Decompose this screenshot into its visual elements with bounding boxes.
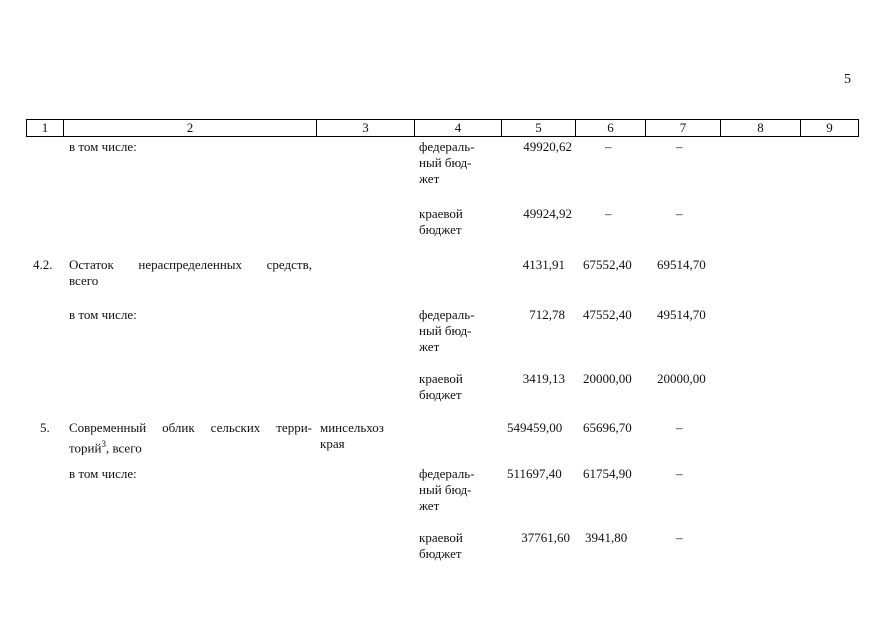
column-header-4: 4: [415, 120, 502, 137]
row7-col7: –: [676, 466, 683, 481]
source-line: бюджет: [419, 222, 462, 237]
column-header-9: 9: [801, 120, 859, 137]
row6-col6: 65696,70: [583, 420, 632, 435]
description-text: торий: [69, 440, 102, 456]
description-text: , всего: [105, 440, 142, 456]
source-line: ный бюд-: [419, 323, 472, 338]
page-number: 5: [844, 72, 851, 87]
row1-col6: –: [605, 139, 612, 154]
row1-col7: –: [676, 139, 683, 154]
row4-col6: 47552,40: [583, 307, 632, 322]
row6-number: 5.: [40, 420, 50, 435]
row8-col6: 3941,80: [585, 530, 628, 545]
column-header-5: 5: [502, 120, 576, 137]
column-header-7: 7: [646, 120, 721, 137]
row3-col7: 69514,70: [657, 257, 706, 272]
source-line: жет: [419, 171, 440, 186]
source-line: жет: [419, 498, 440, 513]
column-header-1: 1: [27, 120, 64, 137]
column-header-2: 2: [64, 120, 317, 137]
source-line: краевой: [419, 530, 463, 545]
column-header-6: 6: [576, 120, 646, 137]
source-line: бюджет: [419, 546, 462, 561]
source-line: федераль-: [419, 139, 475, 154]
description-line: Современный облик сельских терри-: [69, 420, 312, 435]
source-line: федераль-: [419, 307, 475, 322]
description-line: всего: [69, 273, 99, 288]
row5-col7: 20000,00: [657, 371, 706, 386]
row5-source: [419, 371, 463, 403]
description-line: Остаток нераспределенных средств,: [69, 257, 312, 272]
executor-line: минсельхоз: [320, 420, 384, 435]
row1-source: [419, 139, 475, 187]
row3-number: 4.2.: [33, 257, 53, 272]
row1-description: в том числе:: [69, 139, 137, 154]
row2-col5: 49924,92: [523, 206, 572, 221]
source-line: ный бюд-: [419, 155, 472, 170]
row6-col7: –: [676, 420, 683, 435]
row5-col5: 3419,13: [522, 371, 565, 386]
executor-line: края: [320, 436, 345, 451]
row3-col5: 4131,91: [522, 257, 565, 272]
row4-source: [419, 307, 475, 355]
row7-description: в том числе:: [69, 466, 137, 481]
footnote-marker: 3: [101, 439, 106, 449]
row4-col7: 49514,70: [657, 307, 706, 322]
row3-col6: 67552,40: [583, 257, 632, 272]
row2-col7: –: [676, 206, 683, 221]
row7-col5: 511697,40: [507, 466, 562, 481]
source-line: федераль-: [419, 466, 475, 481]
column-header-8: 8: [721, 120, 801, 137]
column-header-table: [26, 119, 859, 137]
row8-col7: –: [676, 530, 683, 545]
row5-col6: 20000,00: [583, 371, 632, 386]
row6-description: [69, 420, 312, 456]
source-line: бюджет: [419, 387, 462, 402]
row6-col5: 549459,00: [507, 420, 563, 435]
row4-col5: 712,78: [529, 307, 565, 322]
source-line: жет: [419, 339, 440, 354]
column-header-3: 3: [317, 120, 415, 137]
row7-col6: 61754,90: [583, 466, 632, 481]
row7-source: [419, 466, 475, 514]
row8-col5: 37761,60: [521, 530, 570, 545]
description-line: [69, 436, 312, 456]
source-line: краевой: [419, 206, 463, 221]
source-line: ный бюд-: [419, 482, 472, 497]
row8-source: [419, 530, 463, 562]
source-line: краевой: [419, 371, 463, 386]
row2-source: [419, 206, 463, 238]
row1-col5: 49920,62: [523, 139, 572, 154]
row3-description: [69, 257, 312, 289]
row6-executor: [320, 420, 384, 452]
row2-col6: –: [605, 206, 612, 221]
row4-description: в том числе:: [69, 307, 137, 322]
